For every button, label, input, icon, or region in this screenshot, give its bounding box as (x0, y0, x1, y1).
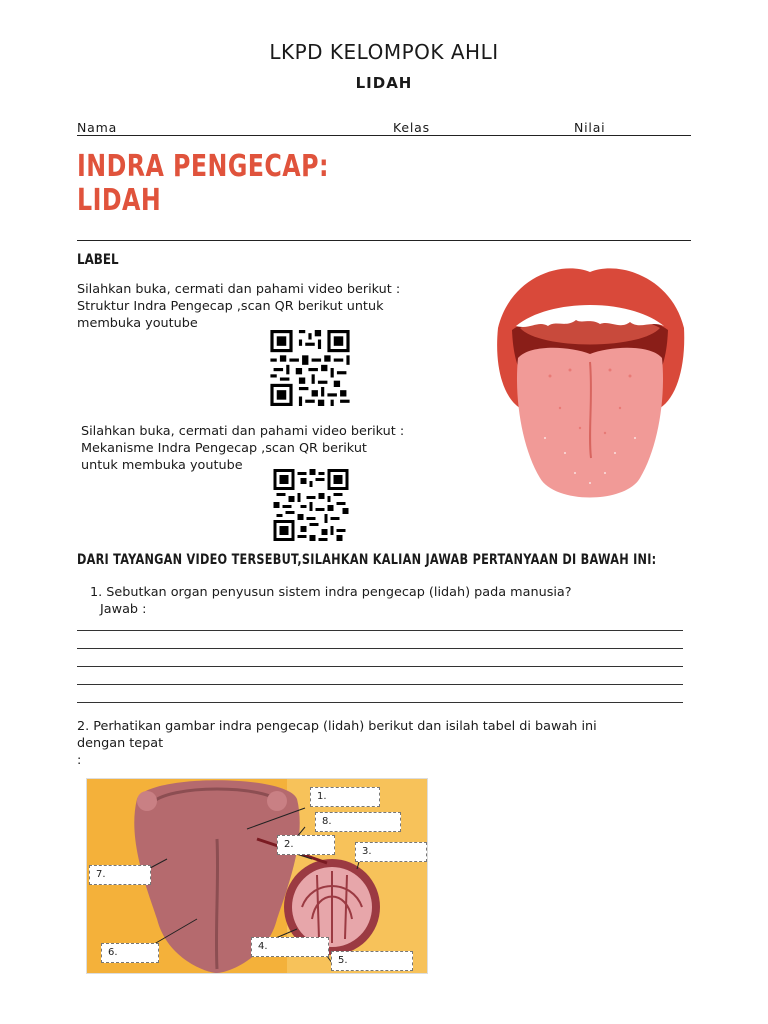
question-1-text: 1. Sebutkan organ penyusun sistem indra pengecap (lidah) pada manusia? (90, 585, 572, 600)
field-kelas-label: Kelas (393, 120, 430, 135)
page-heading-line2: LIDAH (77, 183, 162, 218)
question-2-line3: : (77, 753, 82, 768)
qr-code-icon[interactable] (270, 330, 350, 406)
diagram-label-3[interactable]: 3. (355, 842, 427, 862)
answer-line[interactable] (77, 684, 683, 685)
diagram-label-7[interactable]: 7. (89, 865, 151, 885)
answer-line[interactable] (77, 702, 683, 703)
video1-instructions (77, 281, 400, 332)
question-1 (90, 584, 572, 618)
question-1-answer-label: Jawab : (100, 602, 147, 617)
video2-line1: Silahkan buka, cermati dan pahami video berikut : (81, 424, 405, 439)
question-2-line2: dengan tepat (77, 736, 164, 751)
worksheet-title: LKPD KELOMPOK AHLI (269, 40, 499, 64)
section-divider (77, 240, 691, 241)
video1-line2: Struktur Indra Pengecap ,scan QR berikut untuk (77, 299, 384, 314)
field-underline (77, 135, 691, 136)
diagram-label-5[interactable]: 5. (331, 951, 413, 971)
diagram-label-8[interactable]: 8. (315, 812, 401, 832)
video1-line1: Silahkan buka, cermati dan pahami video berikut : (77, 282, 401, 297)
diagram-label-4[interactable]: 4. (251, 937, 329, 957)
diagram-label-1[interactable]: 1. (310, 787, 380, 807)
video1-line3: membuka youtube (77, 316, 198, 331)
label-section-title: LABEL (77, 252, 119, 268)
page-heading-line1: INDRA PENGECAP: (77, 149, 329, 184)
field-nama-label: Nama (77, 120, 118, 135)
video2-line2: Mekanisme Indra Pengecap ,scan QR berikut (81, 441, 367, 456)
diagram-label-6[interactable]: 6. (101, 943, 159, 963)
qr-code-icon[interactable] (273, 469, 349, 541)
answer-line[interactable] (77, 630, 683, 631)
video2-instructions (81, 423, 404, 474)
tongue-illustration (490, 258, 690, 508)
tongue-diagram (86, 778, 428, 974)
diagram-label-2[interactable]: 2. (277, 835, 335, 855)
worksheet-subtitle: LIDAH (355, 74, 413, 92)
answer-line[interactable] (77, 648, 683, 649)
answer-line[interactable] (77, 666, 683, 667)
question-2-line1: 2. Perhatikan gambar indra pengecap (lidah) berikut dan isilah tabel di bawah ini (77, 719, 597, 734)
questions-banner: DARI TAYANGAN VIDEO TERSEBUT,SILAHKAN KALIAN JAWAB PERTANYAAN DI BAWAH INI: (77, 552, 657, 568)
page-heading (77, 150, 329, 218)
question-2 (77, 718, 677, 769)
field-nilai-label: Nilai (574, 120, 606, 135)
video2-line3: untuk membuka youtube (81, 458, 243, 473)
